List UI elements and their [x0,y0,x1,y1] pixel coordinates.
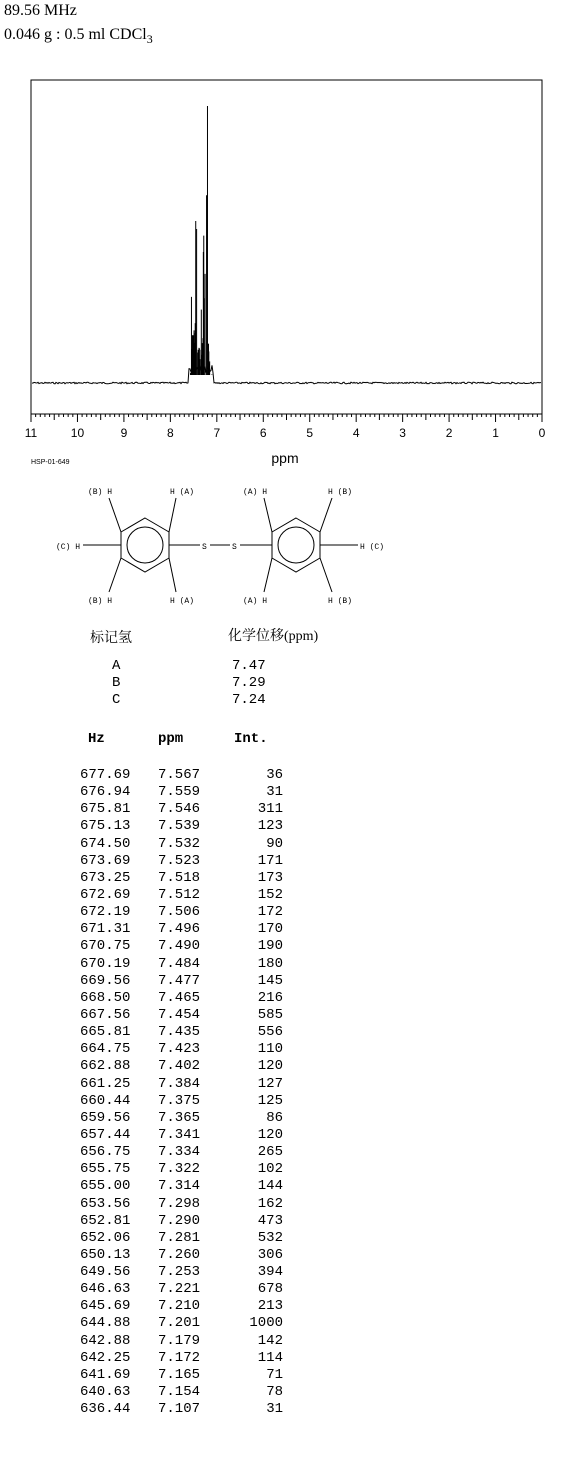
peak-ppm: 7.490 [158,938,201,955]
x-axis-label: ppm [271,450,299,466]
table-row [0,904,570,921]
sulfur-atom-2: S [232,543,237,552]
label-br-b: H (B) [328,597,353,606]
plot-frame [31,80,542,414]
table-row [0,836,570,853]
peak-hz: 650.13 [80,1246,131,1263]
label-tr-b: H (B) [328,488,353,497]
x-axis-tick-label: 7 [213,426,221,440]
peak-intensity: 213 [257,1298,283,1315]
peak-ppm: 7.567 [158,767,201,783]
peak-header-int: Int. [234,731,268,747]
peak-ppm: 7.518 [158,869,201,886]
peak-hz: 674.50 [80,835,131,852]
peak-hz: 665.81 [80,1024,131,1041]
peak-intensity: 90 [266,835,283,852]
bond [320,558,332,592]
peak-ppm: 7.179 [158,1332,201,1349]
x-axis-tick-label: 8 [167,426,174,440]
table-row [0,801,570,818]
table-row [0,1161,570,1178]
bond [169,558,176,592]
peak-ppm: 7.201 [158,1315,201,1332]
peak-ppm: 7.539 [158,818,201,835]
peak-intensity: 585 [257,1006,283,1023]
label-left-c: (C) H [56,543,81,552]
spectrum-peaks [190,106,211,375]
table-row [0,1367,570,1384]
table-row [0,973,570,990]
peak-hz: 672.69 [80,886,131,903]
peak-ppm: 7.402 [158,1058,201,1075]
table-row [0,1196,570,1213]
table-row [0,1041,570,1058]
label-bl-a: H (A) [170,597,195,606]
peak-intensity: 86 [266,1109,283,1126]
peak-intensity: 110 [257,1041,283,1058]
table-row [0,784,570,801]
peak-ppm: 7.260 [158,1246,201,1263]
peak-ppm: 7.165 [158,1366,201,1383]
table-row [0,1281,570,1298]
peak-hz: 662.88 [80,1058,131,1075]
peak-intensity: 114 [257,1349,283,1366]
peak-hz: 644.88 [80,1315,131,1332]
peak-intensity: 170 [257,921,283,938]
table-row [0,1110,570,1127]
table-row [0,1298,570,1315]
x-axis-ticks [31,414,542,422]
peak-hz: 664.75 [80,1041,131,1058]
peak-ppm: 7.454 [158,1006,201,1023]
table-row [0,1178,570,1195]
peak-ppm: 7.512 [158,886,201,903]
spectrometer-frequency: 89.56 MHz [4,2,77,19]
table-row [0,1144,570,1161]
x-axis-tick-label: 1 [492,426,499,440]
peak-ppm: 7.375 [158,1092,201,1109]
table-row [0,1024,570,1041]
peak-intensity: 125 [257,1092,283,1109]
peak-hz: 675.13 [80,818,131,835]
peak-hz: 653.56 [80,1195,131,1212]
peak-hz: 655.75 [80,1161,131,1178]
peak-hz: 652.06 [80,1229,131,1246]
peak-ppm: 7.477 [158,972,201,989]
peak-hz: 636.44 [80,1401,131,1418]
peak-intensity: 180 [257,955,283,972]
peak-hz: 669.56 [80,972,131,989]
peak-hz: 656.75 [80,1144,131,1161]
peak-hz: 673.69 [80,852,131,869]
label-tl-b: (B) H [88,488,113,497]
sample-description [4,26,153,47]
peak-intensity: 173 [257,869,283,886]
table-row [0,1333,570,1350]
peak-hz: 646.63 [80,1281,131,1298]
peak-intensity: 102 [257,1161,283,1178]
peak-ppm: 7.365 [158,1109,201,1126]
table-row [0,1350,570,1367]
assignment-header-shift: 化学位移(ppm) [228,629,319,644]
label-br-a: (A) H [243,597,268,606]
peak-ppm: 7.298 [158,1195,201,1212]
spectrum-baseline [32,365,541,384]
peak-ppm: 7.334 [158,1144,201,1161]
peak-ppm: 7.314 [158,1178,201,1195]
peak-ppm: 7.341 [158,1126,201,1143]
peak-hz: 655.00 [80,1178,131,1195]
peak-ppm: 7.253 [158,1264,201,1281]
peak-intensity: 78 [266,1384,283,1401]
x-axis-tick-label: 4 [352,426,360,440]
table-row [0,938,570,955]
peak-ppm: 7.172 [158,1349,201,1366]
peak-intensity: 127 [257,1075,283,1092]
table-row [0,870,570,887]
peak-ppm: 7.496 [158,921,201,938]
peak-intensity: 473 [257,1212,283,1229]
peak-intensity: 144 [257,1178,283,1195]
nmr-spectrum-chart [0,70,570,470]
right-benzene-ring [272,518,320,572]
peak-ppm: 7.465 [158,989,201,1006]
peak-intensity: 306 [257,1246,283,1263]
bond [109,498,121,532]
peak-hz: 667.56 [80,1006,131,1023]
x-axis-tick-label: 5 [306,426,314,440]
peak-intensity: 120 [257,1126,283,1143]
peak-hz: 671.31 [80,921,131,938]
peak-hz: 677.69 [80,767,131,783]
peak-intensity: 190 [257,938,283,955]
peak-intensity: 123 [257,818,283,835]
label-tl-a: H (A) [170,488,195,497]
sample-subscript: 3 [146,32,153,47]
x-axis-tick-label: 10 [70,426,85,440]
peak-hz: 670.19 [80,955,131,972]
peak-intensity: 265 [257,1144,283,1161]
table-row [0,1007,570,1024]
peak-intensity: 152 [257,886,283,903]
table-row [0,767,570,784]
peak-intensity: 394 [257,1264,283,1281]
table-row [0,1076,570,1093]
left-benzene-ring [121,518,169,572]
peak-ppm: 7.322 [158,1161,201,1178]
sulfur-atom-1: S [202,543,207,552]
table-row [0,990,570,1007]
peak-intensity: 678 [257,1281,283,1298]
peak-hz: 652.81 [80,1212,131,1229]
peak-ppm: 7.384 [158,1075,201,1092]
peak-intensity: 172 [257,904,283,921]
left-ring-aromatic-circle [127,527,163,563]
peak-header-hz: Hz [88,731,105,747]
peak-hz: 649.56 [80,1264,131,1281]
peak-intensity: 1000 [249,1315,283,1332]
peak-intensity: 216 [257,989,283,1006]
peak-intensity: 171 [257,852,283,869]
table-row [0,853,570,870]
peak-hz: 641.69 [80,1366,131,1383]
peak-ppm: 7.107 [158,1401,201,1418]
table-row [0,1264,570,1281]
peak-ppm: 7.154 [158,1384,201,1401]
table-row [0,921,570,938]
table-row [0,956,570,973]
peak-intensity: 36 [266,767,283,783]
peak-ppm: 7.423 [158,1041,201,1058]
peak-hz: 640.63 [80,1384,131,1401]
bond [264,498,272,532]
peak-ppm: 7.532 [158,835,201,852]
assignment-shift: 7.29 [232,675,266,691]
table-row [0,1093,570,1110]
label-bl-b: (B) H [88,597,113,606]
peak-ppm: 7.484 [158,955,201,972]
table-row [0,818,570,835]
peak-intensity: 145 [257,972,283,989]
peak-ppm: 7.210 [158,1298,201,1315]
assignment-header-label: 标记氢 [90,631,132,646]
peak-header-ppm: ppm [158,731,184,747]
peak-hz: 661.25 [80,1075,131,1092]
x-axis-tick-label: 0 [538,426,546,440]
assignment-label: B [112,675,121,691]
peak-intensity: 142 [257,1332,283,1349]
peak-hz: 675.81 [80,801,131,818]
peak-hz: 642.25 [80,1349,131,1366]
bond [169,498,176,532]
table-row [0,1230,570,1247]
x-axis-tick-label: 2 [445,426,453,440]
sample-prefix: 0.046 g : 0.5 ml CDCl [4,26,147,43]
table-row [0,1247,570,1264]
spectrum-id: HSP-01-649 [31,459,70,466]
x-axis-tick-label: 6 [259,426,267,440]
bond [320,498,332,532]
table-row [0,1058,570,1075]
peak-hz: 676.94 [80,784,131,801]
assignment-label: C [112,692,121,708]
peak-hz: 672.19 [80,904,131,921]
assignment-shift: 7.24 [232,692,266,708]
bond [264,558,272,592]
peak-ppm: 7.281 [158,1229,201,1246]
table-row [0,1401,570,1418]
x-axis-tick-labels [25,426,546,440]
table-row [0,1213,570,1230]
peak-hz: 642.88 [80,1332,131,1349]
peak-ppm: 7.523 [158,852,201,869]
peak-intensity: 71 [266,1366,283,1383]
label-tr-a: (A) H [243,488,268,497]
peak-intensity: 311 [257,801,283,818]
peak-hz: 660.44 [80,1092,131,1109]
right-ring-aromatic-circle [278,527,314,563]
table-row [0,1127,570,1144]
peak-ppm: 7.221 [158,1281,201,1298]
x-axis-tick-label: 11 [24,426,38,440]
peak-hz: 670.75 [80,938,131,955]
x-axis-tick-label: 3 [399,426,406,440]
peak-hz: 659.56 [80,1109,131,1126]
peak-hz: 673.25 [80,869,131,886]
assignment-label: A [112,658,121,674]
peak-ppm: 7.290 [158,1212,201,1229]
peak-intensity: 162 [257,1195,283,1212]
bond [109,558,121,592]
peak-intensity: 31 [266,1401,283,1418]
table-row [0,1384,570,1401]
peak-ppm: 7.435 [158,1024,201,1041]
molecule-structure [0,478,570,618]
peak-intensity: 120 [257,1058,283,1075]
peak-intensity: 556 [257,1024,283,1041]
peak-ppm: 7.546 [158,801,201,818]
table-row [0,1315,570,1332]
label-right-c: H (C) [360,543,385,552]
peak-ppm: 7.559 [158,784,201,801]
peak-intensity: 532 [257,1229,283,1246]
assignment-shift: 7.47 [232,658,266,674]
peak-ppm: 7.506 [158,904,201,921]
table-row [0,887,570,904]
peak-intensity: 31 [266,784,283,801]
peak-hz: 645.69 [80,1298,131,1315]
x-axis-tick-label: 9 [120,426,128,440]
peak-hz: 657.44 [80,1126,131,1143]
peak-hz: 668.50 [80,989,131,1006]
